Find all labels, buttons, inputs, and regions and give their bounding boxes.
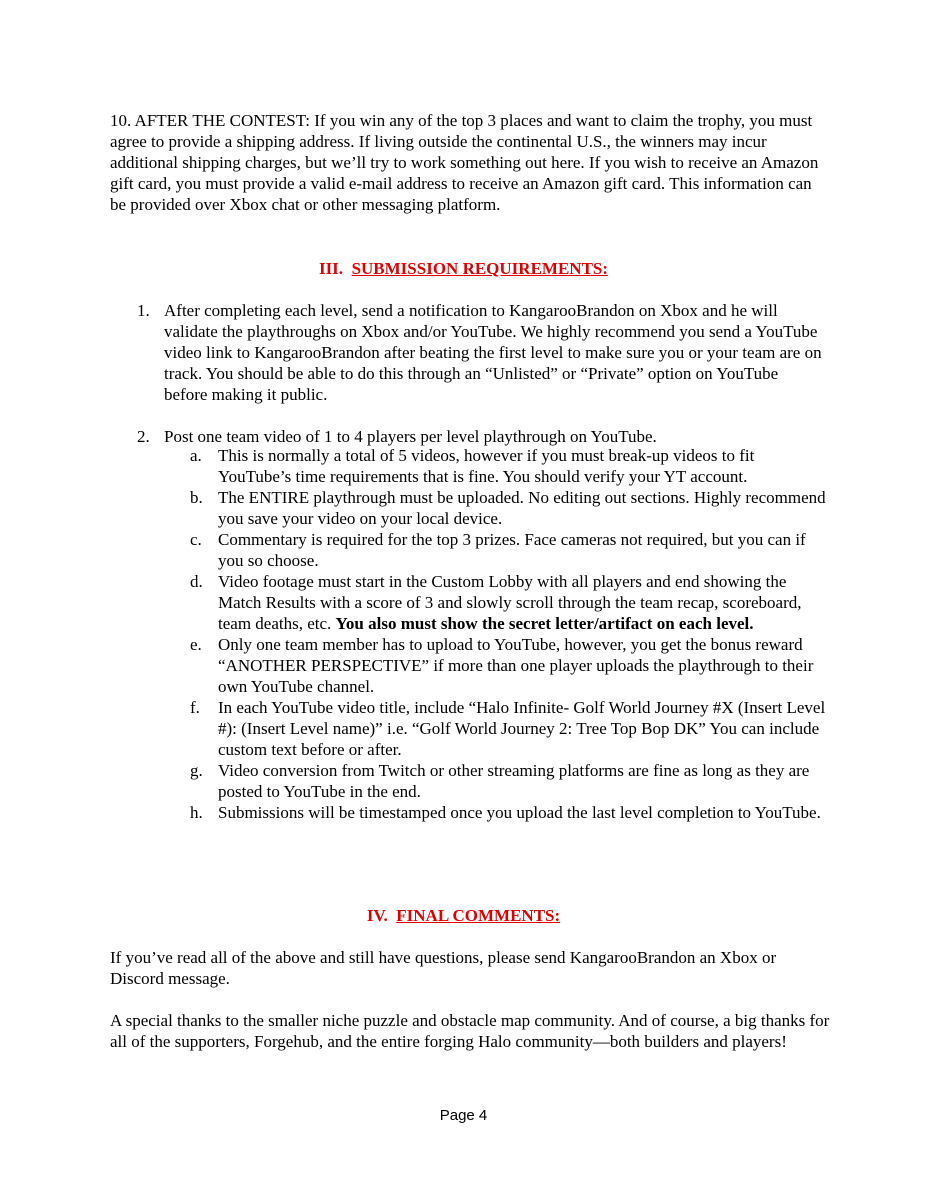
list-text: After completing each level, send a notification to KangarooBrandon on Xbox and he will validate the playthroughs on Xbox and/or YouTube. We highly recommend you send a YouTube video link to KangarooBrandon after beating the first level to make sure you or your team are on track. You should be able to do this through an “Unlisted” or “Private” option on YouTube before making it public. [164, 301, 822, 404]
page-number: Page 4 [439, 1107, 488, 1124]
sub-list-item [190, 802, 830, 823]
section-number: III. [318, 259, 344, 278]
sub-letter: e. [190, 635, 202, 654]
sub-text: Only one team member has to upload to YouTube, however, you get the bonus reward “ANOTHER PERSPECTIVE” if more than one player uploads the playthrough to their own YouTube channel. [218, 635, 814, 696]
sub-letter: a. [190, 446, 202, 465]
section-heading-final [0, 905, 927, 926]
final-paragraph-questions: If you’ve read all of the above and still have questions, please send KangarooBrandon an Xbox or Discord message. [110, 948, 777, 988]
sub-list-item [190, 634, 830, 697]
sub-text: Submissions will be timestamped once you upload the last level completion to YouTube. [218, 803, 821, 822]
section-number: IV. [366, 906, 388, 925]
sub-list-item [190, 445, 830, 487]
sub-text-bold: You also must show the secret letter/artifact on each level. [335, 614, 754, 633]
list-text: Post one team video of 1 to 4 players per level playthrough on YouTube. [164, 427, 657, 446]
sub-list-item [190, 697, 830, 760]
sub-text: Commentary is required for the top 3 prizes. Face cameras not required, but you can if you so choose. [218, 530, 806, 570]
sub-list-item [190, 487, 830, 529]
final-paragraph-thanks: A special thanks to the smaller niche puzzle and obstacle map community. And of course, a big thanks for all of the supporters, Forgehub, and the entire forging Halo community—both builders and players! [110, 1011, 830, 1051]
sub-letter: h. [190, 803, 203, 822]
section-title: FINAL COMMENTS: [396, 906, 561, 925]
sub-letter: c. [190, 530, 202, 549]
sub-list [190, 445, 830, 823]
section-heading-submission [0, 258, 927, 279]
sub-list-item [190, 571, 830, 634]
sub-letter: b. [190, 488, 203, 507]
list-number: 1. [137, 301, 150, 320]
sub-list-item [190, 529, 830, 571]
sub-list-item [190, 760, 830, 802]
sub-letter: d. [190, 572, 203, 591]
contest-rule-10: 10. AFTER THE CONTEST: If you win any of the top 3 places and want to claim the trophy, you must agree to provide a shipping address. If living outside the continental U.S., the winners may incur additional shipping charges, but we’ll try to work something out here. If you wish to receive an Amazon gift card, you must provide a valid e-mail address to receive an Amazon gift card. This information can be provided over Xbox chat or other messaging platform. [110, 111, 819, 214]
sub-letter: g. [190, 761, 203, 780]
list-number: 2. [137, 427, 150, 446]
sub-text: This is normally a total of 5 videos, however if you must break-up videos to fit YouTube’s time requirements that is fine. You should verify your YT account. [218, 446, 755, 486]
sub-letter: f. [190, 698, 200, 717]
section-title: SUBMISSION REQUIREMENTS: [351, 259, 609, 278]
sub-text: The ENTIRE playthrough must be uploaded. No editing out sections. Highly recommend you save your video on your local device. [218, 488, 826, 528]
sub-text: Video footage must start in the Custom Lobby with all players and end showing the Match Results with a score of 3 and slowly scroll through the team recap, scoreboard, team deaths, etc. [218, 572, 802, 633]
sub-text: In each YouTube video title, include “Halo Infinite- Golf World Journey #X (Insert Level #): (Insert Level name)” i.e. “Golf World Journey 2: Tree Top Bop DK” You can include custom text before or after. [218, 698, 826, 759]
sub-text: Video conversion from Twitch or other streaming platforms are fine as long as they are posted to YouTube in the end. [218, 761, 810, 801]
